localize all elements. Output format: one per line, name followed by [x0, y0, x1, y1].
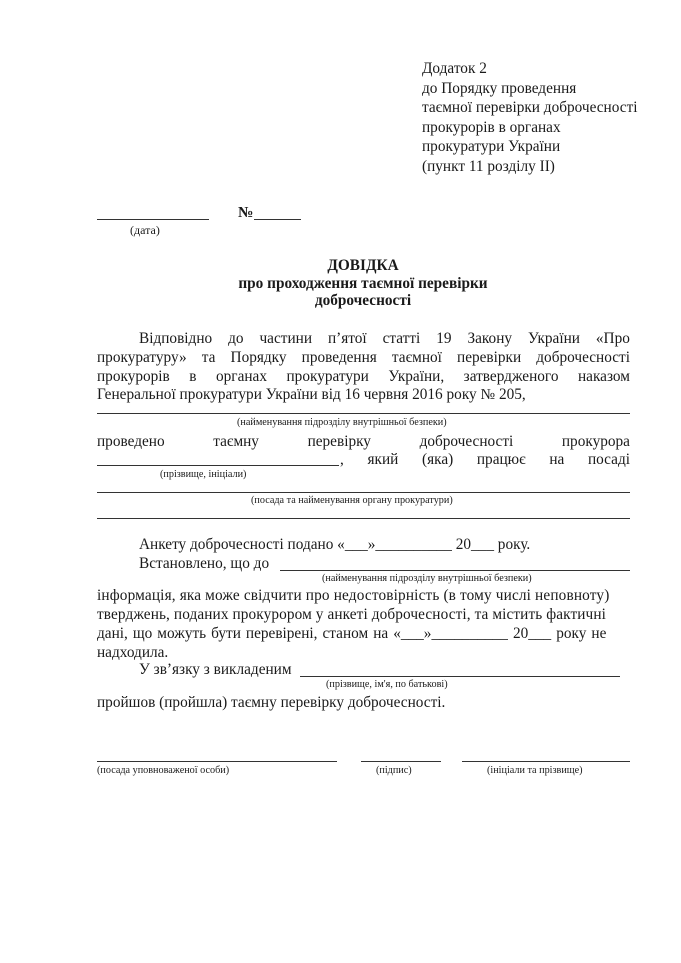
- works-line: [340, 451, 630, 468]
- position-field-line-2[interactable]: [97, 518, 630, 519]
- number-sign: №: [238, 204, 254, 221]
- info-line-2: тверджень, поданих прокурором у анкеті доброчесності, та містить фактичні: [97, 606, 606, 623]
- full-name-caption: (прізвище, ім'я, по батькові): [326, 679, 448, 690]
- word: доброчесності: [536, 349, 630, 366]
- annex-line: таємної перевірки доброчесності: [422, 99, 638, 116]
- document-subtitle-line2: доброчесності: [314, 292, 412, 309]
- security-unit-caption: (найменування підрозділу внутрішньої безпеки): [237, 417, 447, 428]
- initials-surname-field-line[interactable]: [462, 761, 630, 762]
- surname-field-line[interactable]: [97, 465, 339, 466]
- annex-line: прокуратури України: [422, 138, 561, 155]
- word: органах: [216, 368, 267, 385]
- word: наказом: [577, 368, 630, 385]
- word: таємної: [391, 349, 442, 366]
- annex-line: Додаток 2: [422, 60, 487, 77]
- security-unit-field-line[interactable]: [97, 413, 630, 414]
- word: затвердженого: [463, 368, 559, 385]
- word: перевірки: [457, 349, 522, 366]
- position-caption: (посада та найменування органу прокуратури): [251, 495, 453, 506]
- annex-line: до Порядку проведення: [422, 79, 577, 97]
- word: «Про: [595, 330, 630, 347]
- word: проведено: [97, 433, 165, 450]
- questionnaire-line: Анкету доброчесності подано «___»__________ 20___ року.: [139, 536, 531, 553]
- word: який: [367, 451, 399, 468]
- word: прокуратуру»: [97, 349, 187, 366]
- word: посаді: [587, 451, 630, 468]
- word: таємну: [213, 433, 259, 450]
- word: в: [189, 368, 197, 385]
- date-caption: (дата): [130, 223, 160, 237]
- annex-line: (пункт 11 розділу ІІ): [422, 157, 555, 175]
- word: Порядку: [230, 349, 287, 366]
- info-line-1: інформація, яка може свідчити про недостовірність (в тому числі неповноту): [97, 587, 610, 604]
- info-line-4: надходила.: [97, 644, 169, 661]
- word: працює: [476, 451, 526, 468]
- word: України: [527, 330, 580, 347]
- word: доброчесності: [419, 433, 514, 450]
- intro-line-4: Генеральної прокуратури України від 16 червня 2016 року № 205,: [97, 386, 526, 403]
- word: прокурорів: [97, 368, 170, 385]
- conducted-line: [97, 433, 630, 450]
- word: на: [549, 451, 565, 468]
- word: Відповідно: [139, 330, 213, 347]
- word: проведення: [301, 349, 377, 366]
- initials-surname-caption: (ініціали та прізвище): [487, 765, 583, 776]
- word: ,: [340, 451, 344, 468]
- word: до: [228, 330, 244, 347]
- annex-line: прокурорів в органах: [422, 118, 561, 136]
- date-field-line[interactable]: [97, 219, 209, 220]
- document-subtitle-line1: про проходження таємної перевірки: [238, 275, 488, 292]
- security-unit-field-line-2[interactable]: [280, 570, 630, 571]
- word: прокурора: [561, 433, 630, 450]
- surname-caption: (прізвище, ініціали): [160, 469, 247, 480]
- word: України,: [388, 368, 445, 385]
- number-field-line[interactable]: [254, 219, 301, 220]
- word: 19: [436, 330, 452, 347]
- word: Закону: [467, 330, 513, 347]
- document-title: ДОВІДКА: [327, 257, 399, 274]
- intro-line-1: [139, 330, 630, 347]
- intro-line-2: [97, 349, 630, 366]
- word: статті: [382, 330, 421, 347]
- security-unit-caption-2: (найменування підрозділу внутрішньої безпеки): [322, 573, 532, 584]
- word: частини: [259, 330, 313, 347]
- info-line-3: дані, що можуть бути перевірені, станом на «___»__________ 20___ року не: [97, 625, 607, 642]
- word: та: [201, 349, 216, 366]
- in-connection-text: У зв’язку з викладеним: [139, 661, 292, 678]
- passed-text: пройшов (пройшла) таємну перевірку доброчесності.: [97, 694, 446, 711]
- full-name-field-line[interactable]: [300, 676, 620, 677]
- official-position-caption: (посада уповноваженої особи): [97, 765, 230, 776]
- word: п’ятої: [327, 330, 367, 347]
- intro-line-3: [97, 368, 630, 385]
- official-position-field-line[interactable]: [97, 761, 337, 762]
- position-field-line[interactable]: [97, 492, 630, 493]
- word: (яка): [421, 451, 454, 468]
- word: перевірку: [307, 433, 371, 450]
- signature-field-line[interactable]: [361, 761, 441, 762]
- word: прокуратури: [286, 368, 369, 385]
- established-text: Встановлено, що до: [139, 555, 270, 572]
- signature-caption: (підпис): [376, 765, 412, 776]
- annex-block: [422, 59, 638, 176]
